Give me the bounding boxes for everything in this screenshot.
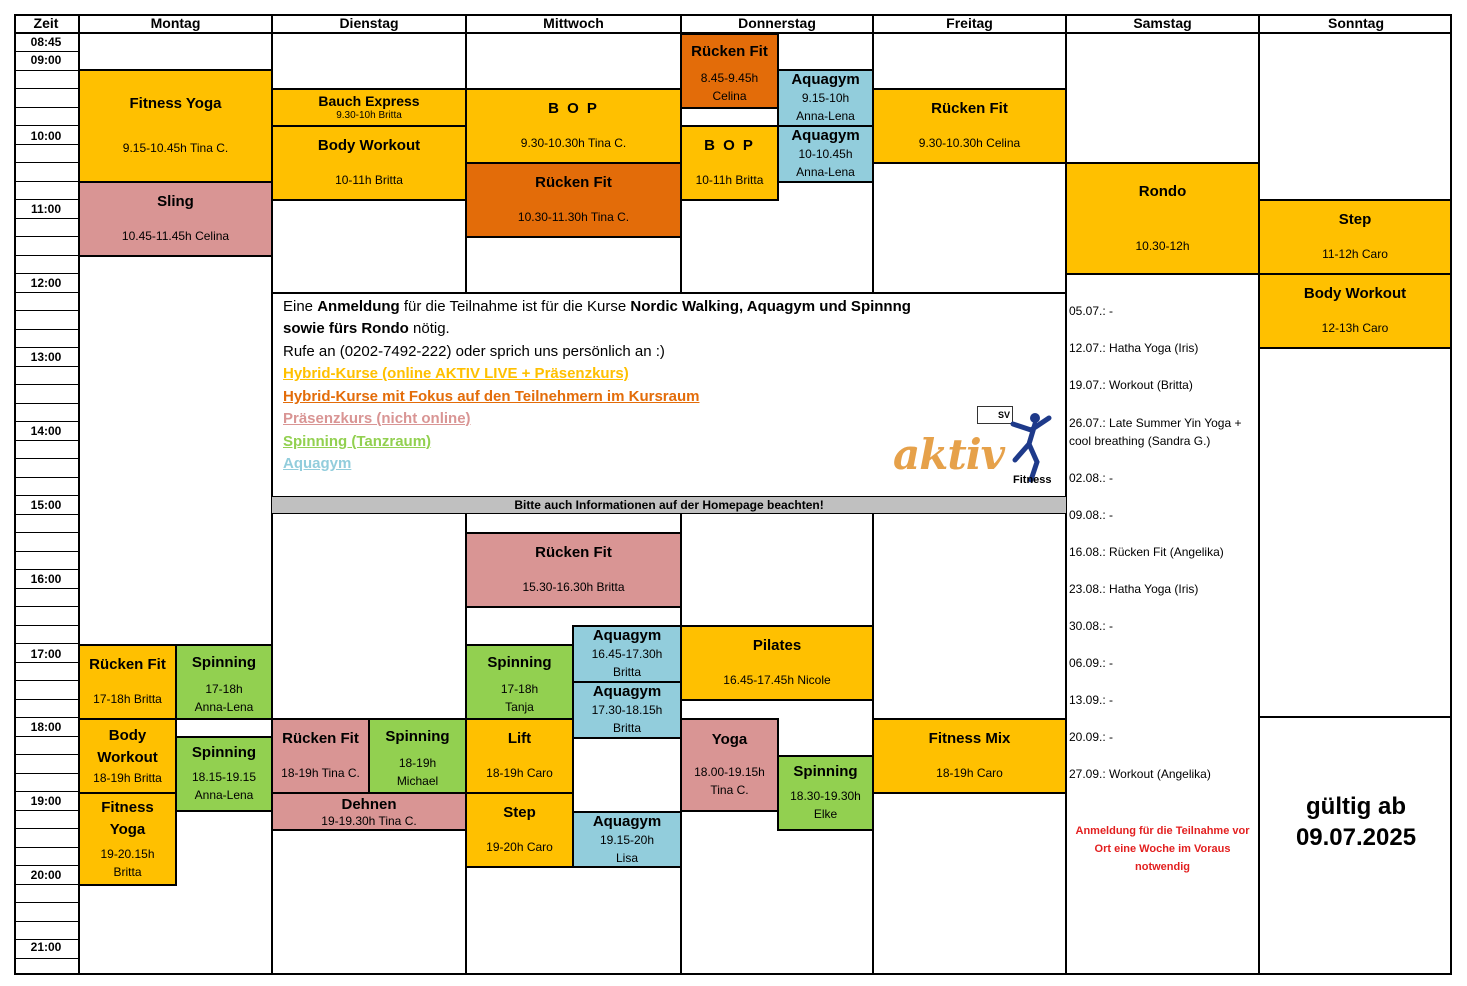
time-label: 20:00	[30, 868, 62, 882]
course-montag-sling[interactable]	[78, 181, 273, 257]
course-info: 18.00-19.15h	[694, 765, 765, 779]
course-info: 17-18h	[500, 682, 539, 696]
time-row-line	[14, 495, 78, 496]
samstag-list-item: 30.08.: -	[1069, 619, 1114, 633]
legend-aquagym[interactable]: Aquagym	[283, 455, 352, 472]
course-montag-spinning-2[interactable]	[175, 736, 273, 812]
time-row-line	[14, 329, 78, 330]
time-row-line	[14, 440, 78, 441]
course-title: Pilates	[752, 637, 802, 654]
course-montag-fitness-yoga-2[interactable]	[78, 792, 177, 886]
course-title: Rücken Fit	[282, 730, 359, 747]
course-info: 9.30-10.30h Celina	[918, 136, 1021, 150]
valid-from-label: gültig ab	[1306, 793, 1406, 820]
course-title: Yoga	[109, 821, 146, 838]
course-title: Aquagym	[592, 812, 662, 830]
samstag-list-item: 16.08.: Rücken Fit (Angelika)	[1069, 545, 1224, 559]
time-row-line	[14, 773, 78, 774]
course-montag-body-workout[interactable]	[78, 718, 177, 794]
time-row-line	[14, 236, 78, 237]
course-title: Spinning	[385, 728, 450, 745]
course-info: 11-12h Caro	[1322, 247, 1388, 261]
samstag-note: Anmeldung für die Teilnahme vor Ort eine Woche im Voraus notwendig	[1075, 825, 1250, 873]
course-title: Lift	[507, 730, 532, 747]
course-title: Rücken Fit	[535, 174, 612, 191]
time-row-line	[14, 754, 78, 755]
time-row-line	[14, 865, 78, 866]
course-info: 10.30-11.30h Tina C.	[517, 210, 630, 224]
course-info: 18-19h Caro	[936, 766, 1003, 780]
course-mittwoch-step[interactable]	[465, 792, 574, 868]
legend-hybrid-focus[interactable]: Hybrid-Kurse mit Fokus auf den Teilnehmern im Kursraum	[283, 388, 700, 405]
course-title: Spinning	[191, 744, 257, 761]
course-donnerstag-spinning[interactable]	[777, 755, 874, 831]
time-row-line	[14, 51, 78, 52]
info-text: für die Teilnahme ist für die Kurse	[399, 298, 631, 315]
course-info: Tina C.	[710, 783, 749, 797]
header-samstag: Samstag	[1133, 15, 1192, 31]
header-dienstag: Dienstag	[339, 15, 399, 31]
time-row-line	[14, 218, 78, 219]
header-zeit: Zeit	[33, 15, 59, 31]
course-info: 10.30-12h	[1135, 238, 1190, 253]
time-row-line	[14, 551, 78, 552]
time-row-line	[14, 532, 78, 533]
course-info: 19.15-20h	[599, 832, 655, 847]
course-info: 18-19h Tina C.	[281, 766, 360, 780]
info-text-bold: Nordic Walking, Aquagym und Spinnng	[630, 298, 911, 315]
samstag-list-item: 12.07.: Hatha Yoga (Iris)	[1069, 341, 1199, 355]
course-info: 18.15-19.15	[191, 770, 257, 784]
time-label: 12:00	[30, 276, 62, 290]
info-text-bold: sowie fürs Rondo	[283, 320, 409, 337]
course-freitag-fitness-mix[interactable]	[872, 718, 1067, 794]
course-mittwoch-aquagym[interactable]	[572, 625, 682, 683]
header-sonntag: Sonntag	[1328, 15, 1384, 31]
valid-from-date: 09.07.2025	[1295, 824, 1417, 851]
time-row-line	[14, 569, 78, 570]
time-row-line	[14, 403, 78, 404]
info-line-1	[283, 296, 1053, 319]
samstag-list-item: 23.08.: Hatha Yoga (Iris)	[1069, 582, 1199, 596]
course-info: 9.15-10h	[801, 91, 850, 105]
course-mittwoch-aquagym-3[interactable]	[572, 811, 682, 868]
course-title: B O P	[704, 137, 755, 154]
time-row-line	[14, 347, 78, 348]
course-title: Workout	[97, 749, 158, 766]
course-info: 17-18h Britta	[93, 692, 162, 706]
course-info: 19-20h Caro	[486, 840, 553, 854]
course-info: 16.45-17.30h	[591, 647, 663, 661]
info-text: nötig.	[408, 320, 450, 337]
time-label: 19:00	[30, 794, 62, 808]
time-row-line	[14, 625, 78, 626]
legend-presence[interactable]: Präsenzkurs (nicht online)	[283, 410, 471, 427]
time-row-line	[14, 643, 78, 644]
course-info: 18-19h Britta	[93, 771, 162, 785]
samstag-list-item: 13.09.: -	[1069, 693, 1114, 707]
time-row-line	[14, 810, 78, 811]
time-row-line	[14, 514, 78, 515]
course-info: Michael	[396, 774, 439, 788]
course-info: Anna-Lena	[194, 788, 254, 802]
course-title: Body Workout	[1303, 285, 1407, 302]
course-montag-spinning[interactable]	[175, 644, 273, 720]
course-title: Fitness Yoga	[129, 95, 222, 112]
course-sonntag-body-workout[interactable]	[1258, 273, 1452, 349]
time-row-line	[14, 847, 78, 848]
time-row-line	[14, 181, 78, 182]
time-row-line	[14, 884, 78, 885]
course-samstag-rondo[interactable]	[1065, 162, 1260, 275]
header-mittwoch: Mittwoch	[543, 15, 604, 31]
time-label: 08:45	[30, 35, 62, 49]
time-row-line	[14, 477, 78, 478]
time-row-line	[14, 144, 78, 145]
course-info: 17-18h	[205, 682, 243, 696]
header-donnerstag: Donnerstag	[738, 15, 816, 31]
course-title: Dehnen	[341, 795, 397, 813]
time-label: 18:00	[30, 720, 62, 734]
time-row-line	[14, 828, 78, 829]
course-title: Spinning	[487, 654, 552, 671]
samstag-list-item: 09.08.: -	[1069, 508, 1114, 522]
course-title: Step	[503, 804, 536, 821]
course-title: Rücken Fit	[535, 544, 612, 561]
time-row-line	[14, 736, 78, 737]
course-dienstag-ruecken-fit[interactable]	[271, 718, 370, 794]
course-info: 8.45-9.45h	[700, 71, 759, 85]
course-info: 16.45-17.45h Nicole	[723, 673, 831, 687]
course-info: 9.30-10.30h Tina C.	[520, 136, 627, 150]
logo-subtext: Fitness	[1013, 474, 1052, 486]
time-row-line	[14, 88, 78, 89]
course-info: 18-19h	[398, 756, 437, 770]
time-row-line	[14, 902, 78, 903]
time-row-line	[14, 699, 78, 700]
time-label: 14:00	[30, 424, 62, 438]
course-info: 10-11h Britta	[335, 173, 403, 187]
course-info: Tanja	[505, 700, 534, 714]
course-mittwoch-lift[interactable]	[465, 718, 574, 794]
course-title: Step	[1338, 211, 1372, 228]
course-dienstag-bauch-express[interactable]	[271, 88, 467, 127]
course-info: 19-20.15h	[100, 847, 155, 861]
time-row-line	[14, 958, 78, 959]
course-donnerstag-aquagym-2[interactable]	[777, 125, 874, 183]
course-mittwoch-ruecken-fit-2[interactable]	[465, 532, 682, 608]
info-line-2	[283, 318, 1053, 341]
course-title: Spinning	[191, 654, 257, 671]
samstag-list-item: 26.07.: Late Summer Yin Yoga + cool breathing (Sandra G.)	[1069, 416, 1242, 448]
time-label: 21:00	[30, 940, 62, 954]
course-title: Aquagym	[592, 627, 662, 644]
time-row-line	[14, 680, 78, 681]
header-montag: Montag	[150, 15, 201, 31]
course-info: 18.30-19.30h	[790, 789, 861, 803]
samstag-list-item: 02.08.: -	[1069, 471, 1114, 485]
time-row-line	[14, 606, 78, 607]
course-dienstag-spinning[interactable]	[368, 718, 467, 794]
course-mittwoch-ruecken-fit[interactable]	[465, 162, 682, 238]
course-freitag-ruecken-fit[interactable]	[872, 88, 1067, 164]
course-info: 10-10.45h	[798, 147, 853, 161]
time-label: 11:00	[30, 202, 62, 216]
time-row-line	[14, 421, 78, 422]
course-info: 15.30-16.30h Britta	[522, 580, 625, 594]
time-row-line	[14, 162, 78, 163]
legend-hybrid[interactable]: Hybrid-Kurse (online AKTIV LIVE + Präsenzkurs)	[283, 365, 629, 382]
time-label: 16:00	[30, 572, 62, 586]
course-title: Rücken Fit	[691, 43, 768, 60]
course-info: 9.30-10h Britta	[336, 110, 402, 121]
course-title: Body	[108, 727, 147, 744]
course-montag-ruecken-fit[interactable]	[78, 644, 177, 720]
course-info: 10.45-11.45h Celina	[121, 229, 230, 243]
course-title: B O P	[548, 100, 599, 117]
course-mittwoch-bop[interactable]	[465, 88, 682, 164]
course-info: 9.15-10.45h Tina C.	[122, 141, 229, 155]
course-dienstag-dehnen[interactable]	[271, 792, 467, 831]
course-donnerstag-pilates[interactable]	[680, 625, 874, 701]
time-row-line	[14, 662, 78, 663]
course-title: Rücken Fit	[89, 656, 166, 673]
time-row-line	[14, 125, 78, 126]
course-info: Elke	[813, 807, 838, 821]
course-title: Sling	[157, 193, 194, 210]
course-donnerstag-bop[interactable]	[680, 125, 779, 201]
time-row-line	[14, 70, 78, 71]
course-title: Rondo	[1138, 182, 1187, 200]
course-info: 17.30-18.15h	[591, 703, 663, 717]
info-text: Eine	[283, 298, 318, 315]
course-title: Aquagym	[791, 71, 860, 88]
time-row-line	[14, 921, 78, 922]
course-title: Aquagym	[791, 127, 860, 144]
info-text-bold: Anmeldung	[317, 298, 400, 315]
samstag-list-item: 19.07.: Workout (Britta)	[1069, 378, 1193, 392]
samstag-list-item: 27.09.: Workout (Angelika)	[1069, 767, 1211, 781]
course-dienstag-body-workout[interactable]	[271, 125, 467, 201]
course-donnerstag-yoga[interactable]	[680, 718, 779, 812]
course-title: Bauch Express	[318, 93, 420, 109]
course-title: Rücken Fit	[931, 100, 1008, 117]
course-info: 12-13h Caro	[1321, 321, 1389, 335]
time-row-line	[14, 310, 78, 311]
samstag-list-item: 05.07.: -	[1069, 304, 1114, 318]
logo-wordmark: aktiv	[893, 430, 1005, 479]
time-row-line	[14, 292, 78, 293]
runner-figure-icon	[1001, 410, 1057, 484]
samstag-list-item: 06.09.: -	[1069, 656, 1114, 670]
course-sonntag-step[interactable]	[1258, 199, 1452, 275]
course-montag-fitness-yoga[interactable]	[78, 69, 273, 183]
time-label: 15:00	[30, 498, 62, 512]
time-row-line	[14, 107, 78, 108]
samstag-list-item: 20.09.: -	[1069, 730, 1114, 744]
time-row-line	[14, 366, 78, 367]
course-info: 10-11h Britta	[695, 173, 764, 187]
course-info: Britta	[612, 665, 641, 679]
banner-text: Bitte auch Informationen auf der Homepage beachten!	[514, 498, 824, 512]
course-info: Britta	[612, 721, 641, 735]
course-mittwoch-spinning[interactable]	[465, 644, 574, 720]
time-row-line	[14, 791, 78, 792]
header-freitag: Freitag	[946, 15, 993, 31]
course-info: Anna-Lena	[796, 109, 855, 123]
course-info: Anna-Lena	[194, 700, 254, 714]
time-label: 13:00	[30, 350, 62, 364]
course-info: Britta	[113, 865, 142, 879]
course-title: Fitness	[101, 799, 154, 816]
course-donnerstag-ruecken-fit[interactable]	[680, 33, 779, 109]
course-mittwoch-aquagym-2[interactable]	[572, 681, 682, 739]
course-info: 19-19.30h Tina C.	[321, 813, 417, 828]
course-title: Yoga	[711, 731, 748, 748]
time-row-line	[14, 255, 78, 256]
homepage-banner	[271, 496, 1067, 514]
time-row-line	[14, 384, 78, 385]
time-row-line	[14, 588, 78, 589]
course-info: Anna-Lena	[796, 165, 855, 179]
sv-badge-icon: SV	[977, 406, 1013, 424]
course-title: Body Workout	[317, 137, 421, 154]
time-label: 10:00	[30, 129, 62, 143]
info-line-3: Rufe an (0202-7492-222) oder sprich uns persönlich an :)	[283, 343, 665, 360]
time-label: 09:00	[30, 53, 62, 67]
course-info: 18-19h Caro	[486, 766, 553, 780]
course-donnerstag-aquagym[interactable]	[777, 69, 874, 127]
time-row-line	[14, 273, 78, 274]
legend-spinning[interactable]: Spinning (Tanzraum)	[283, 433, 432, 450]
course-info: Celina	[712, 89, 747, 103]
sonntag-divider	[1258, 716, 1452, 718]
time-row-line	[14, 458, 78, 459]
course-title: Fitness Mix	[928, 730, 1011, 747]
aktiv-fitness-logo	[893, 404, 1058, 490]
course-title: Spinning	[793, 763, 858, 780]
time-row-line	[14, 199, 78, 200]
course-title: Aquagym	[592, 683, 662, 700]
time-label: 17:00	[30, 647, 62, 661]
course-info: Lisa	[615, 850, 638, 865]
time-row-line	[14, 717, 78, 718]
